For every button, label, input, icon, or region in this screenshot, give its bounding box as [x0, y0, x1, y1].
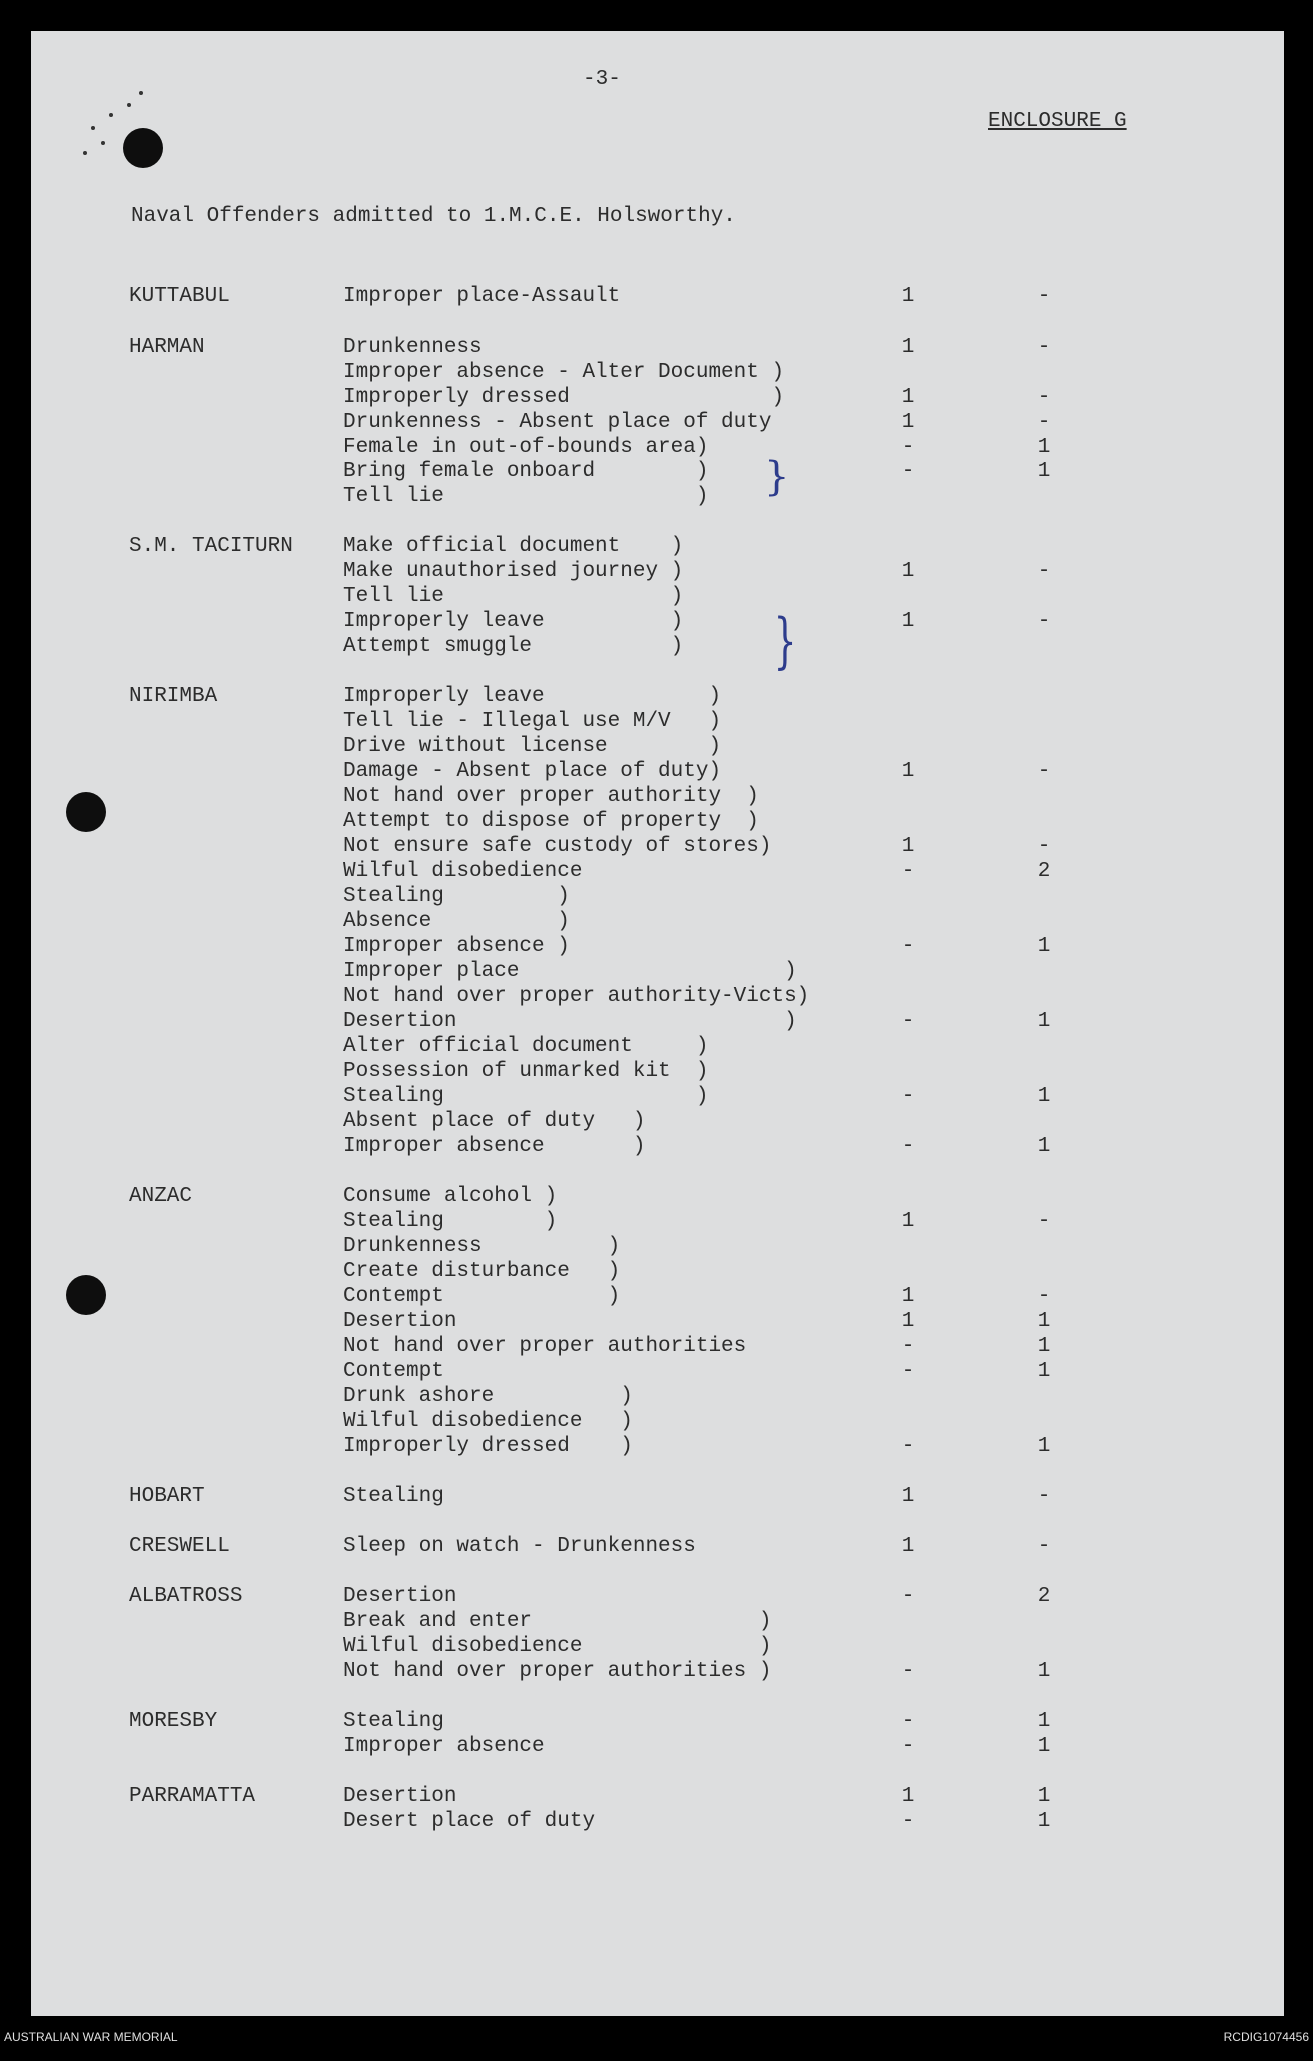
count-column-2: 1 [1037, 436, 1051, 459]
pen-bracket-taciturn: } [773, 606, 797, 676]
offence-text: Desertion [343, 1310, 457, 1333]
count-column-1: 1 [901, 835, 915, 858]
count-column-2: - [1037, 560, 1051, 583]
count-column-2: 1 [1037, 1660, 1051, 1683]
count-column-1: - [901, 1585, 915, 1608]
offence-text: Desertion ) [343, 1010, 797, 1033]
ship-name: MORESBY [129, 1710, 218, 1733]
offence-text: Improper place ) [343, 960, 797, 983]
offence-text: Improper absence ) [343, 1135, 646, 1158]
punch-speck [127, 103, 131, 107]
count-column-2: - [1037, 386, 1051, 409]
offence-text: Alter official document ) [343, 1035, 709, 1058]
offence-text: Stealing ) [343, 885, 570, 908]
offence-text: Not hand over proper authorities [343, 1335, 747, 1358]
punch-speck [139, 91, 143, 95]
count-column-2: 1 [1037, 460, 1051, 483]
count-column-2: 1 [1037, 1735, 1051, 1758]
offence-text: Absence ) [343, 910, 570, 933]
offence-text: Possession of unmarked kit ) [343, 1060, 709, 1083]
offence-text: Tell lie ) [343, 485, 709, 508]
offence-text: Contempt ) [343, 1285, 621, 1308]
offence-text: Desertion [343, 1585, 457, 1608]
count-column-1: - [901, 860, 915, 883]
offence-text: Create disturbance ) [343, 1260, 621, 1283]
offence-text: Wilful disobedience [343, 860, 583, 883]
count-column-1: 1 [901, 560, 915, 583]
count-column-1: 1 [901, 1535, 915, 1558]
offence-text: Absent place of duty ) [343, 1110, 646, 1133]
count-column-2: - [1037, 1485, 1051, 1508]
ship-name: HARMAN [129, 336, 205, 359]
count-column-2: 1 [1037, 1085, 1051, 1108]
offence-text: Not hand over proper authority-Victs) [343, 985, 810, 1008]
count-column-1: 1 [901, 1285, 915, 1308]
count-column-1: - [901, 1435, 915, 1458]
count-column-2: 1 [1037, 1010, 1051, 1033]
count-column-1: 1 [901, 610, 915, 633]
count-column-1: 1 [901, 411, 915, 434]
count-column-2: - [1037, 1285, 1051, 1308]
offence-text: Wilful disobedience ) [343, 1635, 772, 1658]
count-column-1: 1 [901, 386, 915, 409]
offence-text: Improperly leave ) [343, 610, 684, 633]
count-column-1: - [901, 1335, 915, 1358]
offence-text: Stealing ) [343, 1085, 709, 1108]
offence-text: Improper absence [343, 1735, 545, 1758]
count-column-2: 1 [1037, 1785, 1051, 1808]
count-column-1: - [901, 935, 915, 958]
enclosure-label: ENCLOSURE G [988, 110, 1127, 133]
offence-text: Stealing [343, 1485, 444, 1508]
document-heading: Naval Offenders admitted to 1.M.C.E. Holsworthy. [131, 205, 736, 228]
ship-name: NIRIMBA [129, 685, 218, 708]
count-column-2: 1 [1037, 935, 1051, 958]
offence-text: Attempt to dispose of property ) [343, 810, 759, 833]
count-column-1: - [901, 460, 915, 483]
offence-text: Drunk ashore ) [343, 1385, 633, 1408]
count-column-2: 1 [1037, 1810, 1051, 1833]
footer-right: RCDIG1074456 [1223, 2030, 1309, 2044]
offence-text: Tell lie ) [343, 585, 684, 608]
offence-text: Drive without license ) [343, 735, 722, 758]
offence-text: Stealing ) [343, 1210, 558, 1233]
punch-hole-top [123, 128, 163, 168]
count-column-1: 1 [901, 1485, 915, 1508]
count-column-2: - [1037, 1535, 1051, 1558]
offence-text: Improper absence ) [343, 935, 570, 958]
ship-name: HOBART [129, 1485, 205, 1508]
offence-text: Break and enter ) [343, 1610, 772, 1633]
count-column-1: 1 [901, 336, 915, 359]
offence-text: Improperly dressed ) [343, 1435, 633, 1458]
offence-text: Not hand over proper authorities ) [343, 1660, 772, 1683]
document-page [31, 31, 1284, 2016]
offence-text: Tell lie - Illegal use M/V ) [343, 710, 722, 733]
offence-text: Improper place-Assault [343, 285, 621, 308]
count-column-2: - [1037, 1210, 1051, 1233]
offence-text: Bring female onboard ) [343, 460, 709, 483]
count-column-2: 1 [1037, 1435, 1051, 1458]
punch-hole-lower [66, 1275, 106, 1315]
count-column-2: 1 [1037, 1360, 1051, 1383]
offence-text: Make unauthorised journey ) [343, 560, 684, 583]
count-column-2: 1 [1037, 1135, 1051, 1158]
offence-text: Desert place of duty [343, 1810, 596, 1833]
offence-text: Sleep on watch - Drunkenness [343, 1535, 696, 1558]
count-column-1: - [901, 1135, 915, 1158]
offence-text: Stealing [343, 1710, 444, 1733]
punch-speck [91, 126, 95, 130]
count-column-1: - [901, 436, 915, 459]
count-column-2: - [1037, 610, 1051, 633]
offence-text: Make official document ) [343, 535, 684, 558]
punch-hole-middle [66, 792, 106, 832]
offence-text: Wilful disobedience ) [343, 1410, 633, 1433]
count-column-2: - [1037, 336, 1051, 359]
offence-text: Drunkenness ) [343, 1235, 621, 1258]
count-column-1: 1 [901, 1310, 915, 1333]
count-column-2: 2 [1037, 860, 1051, 883]
ship-name: CRESWELL [129, 1535, 230, 1558]
ship-name: S.M. TACITURN [129, 535, 293, 558]
count-column-1: - [901, 1660, 915, 1683]
offence-text: Drunkenness - Absent place of duty [343, 411, 772, 434]
count-column-1: 1 [901, 1210, 915, 1233]
offence-text: Improperly leave ) [343, 685, 722, 708]
count-column-2: 1 [1037, 1710, 1051, 1733]
offence-text: Improper absence - Alter Document ) [343, 361, 785, 384]
count-column-1: - [901, 1085, 915, 1108]
page-number: -3- [583, 68, 621, 91]
offence-text: Attempt smuggle ) [343, 635, 684, 658]
count-column-2: - [1037, 835, 1051, 858]
offence-text: Damage - Absent place of duty) [343, 760, 722, 783]
offence-text: Not ensure safe custody of stores) [343, 835, 772, 858]
offence-text: Improperly dressed ) [343, 386, 785, 409]
punch-speck [101, 141, 105, 145]
ship-name: ANZAC [129, 1185, 193, 1208]
count-column-2: 1 [1037, 1335, 1051, 1358]
count-column-1: - [901, 1010, 915, 1033]
pen-bracket-harman: } [764, 454, 790, 500]
footer-left: AUSTRALIAN WAR MEMORIAL [4, 2030, 178, 2044]
offence-text: Consume alcohol ) [343, 1185, 558, 1208]
punch-speck [109, 113, 113, 117]
offence-text: Contempt [343, 1360, 444, 1383]
count-column-2: 2 [1037, 1585, 1051, 1608]
count-column-1: 1 [901, 760, 915, 783]
count-column-1: 1 [901, 285, 915, 308]
offence-text: Desertion [343, 1785, 457, 1808]
count-column-1: - [901, 1360, 915, 1383]
offence-text: Not hand over proper authority ) [343, 785, 759, 808]
count-column-2: 1 [1037, 1310, 1051, 1333]
count-column-2: - [1037, 760, 1051, 783]
count-column-1: - [901, 1810, 915, 1833]
count-column-2: - [1037, 285, 1051, 308]
punch-speck [83, 151, 87, 155]
count-column-1: - [901, 1710, 915, 1733]
offence-text: Female in out-of-bounds area) [343, 436, 709, 459]
ship-name: PARRAMATTA [129, 1785, 256, 1808]
offence-text: Drunkenness [343, 336, 482, 359]
ship-name: KUTTABUL [129, 285, 230, 308]
count-column-1: - [901, 1735, 915, 1758]
ship-name: ALBATROSS [129, 1585, 243, 1608]
count-column-2: - [1037, 411, 1051, 434]
count-column-1: 1 [901, 1785, 915, 1808]
